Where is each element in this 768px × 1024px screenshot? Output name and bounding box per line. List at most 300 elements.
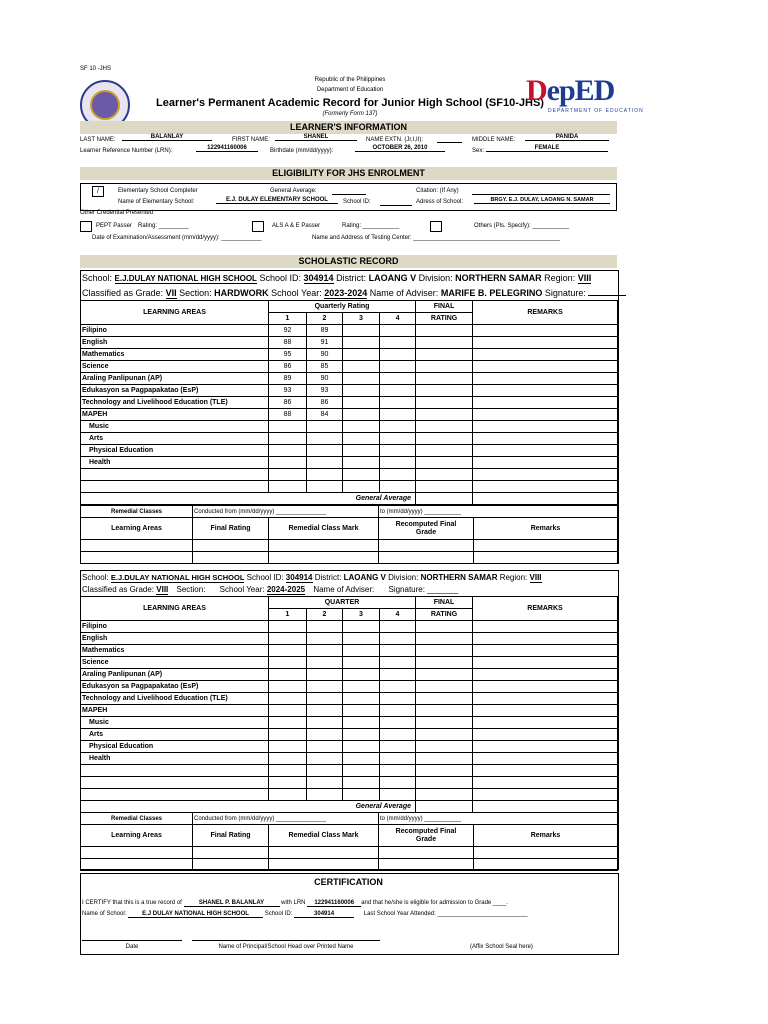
q2-grade[interactable]: 84 [307,409,343,421]
q1-grade[interactable]: 86 [269,361,307,373]
remedial-cell[interactable] [269,859,379,871]
school-id-label: School ID: [246,573,284,582]
q4-grade[interactable] [380,385,416,397]
final-rating[interactable] [416,681,473,693]
q3-grade[interactable] [343,421,380,433]
empty-cell[interactable] [343,789,380,801]
q1-grade[interactable] [269,633,307,645]
q1-grade[interactable] [269,741,307,753]
q3-grade[interactable] [343,669,380,681]
final-rating[interactable] [416,349,473,361]
republic-text: Republic of the Philippines [314,77,386,83]
q1-grade[interactable] [269,457,307,469]
q1-grade[interactable] [269,669,307,681]
q3-grade[interactable] [343,349,380,361]
q4-grade[interactable] [380,325,416,337]
table-row [81,409,618,421]
q4-grade[interactable] [380,657,416,669]
q3-grade[interactable] [343,693,380,705]
school-label: School: [82,573,109,582]
remedial-h-final: Final Rating [193,518,269,540]
remarks-cell[interactable] [473,373,618,385]
q4-grade[interactable] [380,621,416,633]
q1-grade[interactable] [269,445,307,457]
q3-grade[interactable] [343,433,380,445]
empty-cell[interactable] [380,777,416,789]
date-signature-line [82,940,182,941]
general-average-value[interactable] [416,493,473,505]
remedial-table-2 [80,812,618,871]
remedial-cell[interactable] [193,859,269,871]
q3-grade[interactable] [343,657,380,669]
empty-cell[interactable] [416,789,473,801]
table-row [81,481,618,493]
empty-cell[interactable] [307,789,343,801]
others-checkbox[interactable] [430,221,442,232]
q3-grade[interactable] [343,361,380,373]
q3-grade[interactable] [343,445,380,457]
general-average-label: General Average [81,801,416,813]
q3-grade[interactable] [343,741,380,753]
address-value: BRGY. E.J. DULAY, LAOANG N. SAMAR [474,197,610,204]
empty-cell[interactable] [416,469,473,481]
record1-school-line [82,273,591,284]
lrn-value: 122941160006 [196,145,258,152]
certify-line [82,900,508,907]
remedial-h-mark: Remedial Class Mark [269,518,379,540]
q3-grade[interactable] [343,753,380,765]
grade-label: Classified as Grade: [82,288,164,298]
empty-cell[interactable] [343,481,380,493]
empty-cell[interactable] [343,765,380,777]
q1-grade[interactable]: 88 [269,337,307,349]
als-checkbox[interactable] [252,221,264,232]
empty-cell[interactable] [81,481,269,493]
empty-cell[interactable] [416,481,473,493]
q2-grade[interactable] [307,457,343,469]
empty-cell[interactable] [269,481,307,493]
empty-cell[interactable] [269,469,307,481]
elem-completer-label: Elementary School Completer [118,188,198,194]
remarks-cell[interactable] [473,717,618,729]
table-row [81,385,618,397]
subject-name: Music [81,717,269,729]
remedial-cell[interactable] [474,552,618,564]
q3-grade[interactable] [343,717,380,729]
final-rating[interactable] [416,741,473,753]
q1-grade[interactable] [269,657,307,669]
q2-grade[interactable]: 91 [307,337,343,349]
q2-grade[interactable] [307,741,343,753]
region-value: VIII [577,273,592,283]
header-q3: 3 [343,313,380,325]
final-rating[interactable] [416,433,473,445]
empty-cell[interactable] [269,765,307,777]
final-rating[interactable] [416,385,473,397]
certify-last-sy: Last School Year Attended: ___________________________ [363,911,528,917]
remarks-cell[interactable] [473,421,618,433]
empty-cell[interactable] [81,789,269,801]
final-rating[interactable] [416,337,473,349]
remarks-cell[interactable] [473,705,618,717]
certify-school-label: Name of School: [82,911,127,917]
q3-grade[interactable] [343,337,380,349]
final-rating[interactable] [416,409,473,421]
table-row [81,633,618,645]
general-average-value[interactable] [416,801,473,813]
remedial-cell[interactable] [474,859,618,871]
subject-name: Technology and Livelihood Education (TLE) [81,693,269,705]
q1-grade[interactable]: 86 [269,397,307,409]
q4-grade[interactable] [380,645,416,657]
q1-grade[interactable]: 93 [269,385,307,397]
table-row [81,765,618,777]
remarks-cell[interactable] [473,361,618,373]
remarks-cell[interactable] [473,693,618,705]
q4-grade[interactable] [380,433,416,445]
empty-cell[interactable] [416,777,473,789]
division-label: Division: [388,573,419,582]
q4-grade[interactable] [380,373,416,385]
date-label: Date [125,944,139,950]
general-average-remarks[interactable] [473,801,618,813]
q4-grade[interactable] [380,397,416,409]
q2-grade[interactable] [307,729,343,741]
remedial-cell[interactable] [474,540,618,552]
testing-center-label: Name and Address of Testing Center: ____________________________________________ [312,235,561,241]
table-row [81,397,618,409]
q4-grade[interactable] [380,349,416,361]
table-row [81,621,618,633]
final-rating[interactable] [416,717,473,729]
q2-grade[interactable] [307,753,343,765]
district-label: District: [336,273,367,283]
school-year-label: School Year: [219,585,265,594]
general-average-row [81,801,618,813]
adviser-label: Name of Adviser: [369,288,439,298]
table-row [81,729,618,741]
elem-school-label: Name of Elementary School: [118,199,195,205]
principal-label: Name of Principal/School Head over Printed Name [218,944,354,950]
final-rating[interactable] [416,445,473,457]
table-row [81,753,618,765]
address-label: Adress of School: [416,199,464,205]
empty-cell[interactable] [473,765,618,777]
q3-grade[interactable] [343,457,380,469]
remarks-cell[interactable] [473,657,618,669]
q4-grade[interactable] [380,717,416,729]
header-q4: 4 [380,313,416,325]
remedial-cell[interactable] [81,552,193,564]
birthdate-label: Birthdate (mm/dd/yyyy): [270,148,334,154]
empty-cell[interactable] [307,777,343,789]
table-row [81,421,618,433]
q1-grade[interactable] [269,621,307,633]
final-rating[interactable] [416,633,473,645]
q2-grade[interactable] [307,445,343,457]
header-q4: 4 [380,609,416,621]
remedial-cell[interactable] [474,847,618,859]
q3-grade[interactable] [343,633,380,645]
q4-grade[interactable] [380,705,416,717]
q3-grade[interactable] [343,729,380,741]
remarks-cell[interactable] [473,457,618,469]
empty-cell[interactable] [81,469,269,481]
remedial-cell[interactable] [81,859,193,871]
school-year-value: 2024-2025 [266,585,306,594]
certify-lrn-label: with LRN [281,900,306,906]
header-remarks: REMARKS [473,301,618,325]
final-rating[interactable] [416,621,473,633]
q1-grade[interactable] [269,753,307,765]
q1-grade[interactable]: 95 [269,349,307,361]
q3-grade[interactable] [343,409,380,421]
division-value: NORTHERN SAMAR [455,273,542,283]
district-label: District: [314,573,342,582]
empty-cell[interactable] [380,481,416,493]
final-rating[interactable] [416,325,473,337]
q3-grade[interactable] [343,681,380,693]
birthdate-value: OCTOBER 26, 2010 [355,145,445,152]
empty-cell[interactable] [416,765,473,777]
empty-cell[interactable] [269,789,307,801]
final-rating[interactable] [416,729,473,741]
remarks-cell[interactable] [473,621,618,633]
final-rating[interactable] [416,397,473,409]
remedial-cell[interactable] [379,847,474,859]
q2-grade[interactable] [307,705,343,717]
q2-grade[interactable]: 90 [307,349,343,361]
final-rating[interactable] [416,753,473,765]
q4-grade[interactable] [380,753,416,765]
empty-cell[interactable] [473,481,618,493]
table-row [81,645,618,657]
remedial-cell[interactable] [379,540,474,552]
q4-grade[interactable] [380,361,416,373]
remedial-cell[interactable] [379,859,474,871]
header-learning-areas: LEARNING AREAS [81,301,269,325]
section-label: Section: [176,585,206,594]
final-rating[interactable] [416,361,473,373]
elem-completer-checkbox[interactable]: / [92,186,104,197]
school-label: School: [82,273,113,283]
remarks-cell[interactable] [473,753,618,765]
final-rating[interactable] [416,373,473,385]
table-row [81,457,618,469]
q2-grade[interactable] [307,645,343,657]
final-rating[interactable] [416,705,473,717]
q1-grade[interactable] [269,729,307,741]
empty-cell[interactable] [473,469,618,481]
remarks-cell[interactable] [473,349,618,361]
q2-grade[interactable]: 86 [307,397,343,409]
final-rating[interactable] [416,693,473,705]
remedial-cell[interactable] [81,847,193,859]
form-code: SF 10 -JHS [80,66,112,72]
subject-name: Technology and Livelihood Education (TLE) [81,397,269,409]
section-label: Section: [179,288,212,298]
q1-grade[interactable]: 92 [269,325,307,337]
q4-grade[interactable] [380,693,416,705]
q1-grade[interactable] [269,421,307,433]
header-remarks: REMARKS [473,597,618,621]
table-row [81,433,618,445]
q1-grade[interactable] [269,705,307,717]
empty-cell[interactable] [343,777,380,789]
empty-cell[interactable] [307,469,343,481]
q2-grade[interactable]: 90 [307,373,343,385]
header-final: FINAL [416,301,473,313]
empty-cell[interactable] [81,765,269,777]
general-average-value [332,186,366,195]
empty-cell[interactable] [307,481,343,493]
region-label: Region: [499,573,528,582]
q3-grade[interactable] [343,621,380,633]
q3-grade[interactable] [343,385,380,397]
remarks-cell[interactable] [473,385,618,397]
remedial-cell[interactable] [193,552,269,564]
empty-cell[interactable] [473,777,618,789]
remedial-cell[interactable] [193,540,269,552]
q3-grade[interactable] [343,325,380,337]
general-average-label: General Average [81,493,416,505]
signature-label: Signature: [544,288,586,298]
q2-grade[interactable] [307,621,343,633]
remarks-cell[interactable] [473,633,618,645]
q4-grade[interactable] [380,409,416,421]
q2-grade[interactable] [307,717,343,729]
empty-cell[interactable] [343,469,380,481]
q3-grade[interactable] [343,645,380,657]
final-rating[interactable] [416,657,473,669]
q3-grade[interactable] [343,373,380,385]
subject-name: Science [81,361,269,373]
q2-grade[interactable]: 89 [307,325,343,337]
final-rating[interactable] [416,669,473,681]
remedial-conducted: Conducted from (mm/dd/yyyy) _______________ [193,506,379,518]
final-rating[interactable] [416,645,473,657]
q2-grade[interactable] [307,633,343,645]
remarks-cell[interactable] [473,445,618,457]
last-name-label: LAST NAME: [80,137,116,143]
header-rating: RATING [416,313,473,325]
q2-grade[interactable]: 93 [307,385,343,397]
q4-grade[interactable] [380,633,416,645]
subject-name: Health [81,753,269,765]
q1-grade[interactable]: 89 [269,373,307,385]
remedial-h-recomputed: Recomputed Final Grade [379,825,474,847]
remedial-cell[interactable] [269,847,379,859]
eligibility-heading: ELIGIBILITY FOR JHS ENROLMENT [80,167,617,180]
table-row [81,741,618,753]
q3-grade[interactable] [343,705,380,717]
empty-cell[interactable] [380,469,416,481]
first-name-label: FIRST NAME: [232,137,270,143]
q4-grade[interactable] [380,421,416,433]
remarks-cell[interactable] [473,645,618,657]
remarks-cell[interactable] [473,337,618,349]
remarks-cell[interactable] [473,433,618,445]
q4-grade[interactable] [380,337,416,349]
q2-grade[interactable] [307,421,343,433]
general-average-remarks[interactable] [473,493,618,505]
citation-value [472,186,610,195]
grades-table-1 [80,300,618,505]
remedial-table-1 [80,505,618,564]
remedial-cell[interactable] [269,540,379,552]
remedial-title: Remedial Classes [81,813,193,825]
q2-grade[interactable] [307,693,343,705]
empty-cell[interactable] [380,789,416,801]
q4-grade[interactable] [380,445,416,457]
remedial-cell[interactable] [269,552,379,564]
q2-grade[interactable] [307,681,343,693]
q2-grade[interactable] [307,433,343,445]
q1-grade[interactable] [269,681,307,693]
table-row [81,445,618,457]
empty-cell[interactable] [269,777,307,789]
q2-grade[interactable]: 85 [307,361,343,373]
q2-grade[interactable] [307,657,343,669]
remarks-cell[interactable] [473,325,618,337]
remarks-cell[interactable] [473,409,618,421]
q4-grade[interactable] [380,669,416,681]
remedial-cell[interactable] [81,540,193,552]
als-label: ALS A & E Passer [272,223,321,229]
table-row [81,705,618,717]
q4-grade[interactable] [380,741,416,753]
empty-cell[interactable] [380,765,416,777]
q4-grade[interactable] [380,729,416,741]
subject-name: Physical Education [81,445,269,457]
empty-cell[interactable] [307,765,343,777]
grade-value: VIII [156,585,169,594]
q1-grade[interactable] [269,645,307,657]
remarks-cell[interactable] [473,669,618,681]
other-credential-label: Other Credential Presented [80,210,154,216]
remarks-cell[interactable] [473,397,618,409]
q1-grade[interactable] [269,717,307,729]
header-learning-areas: LEARNING AREAS [81,597,269,621]
subject-name: Music [81,421,269,433]
q4-grade[interactable] [380,681,416,693]
empty-cell[interactable] [81,777,269,789]
q1-grade[interactable] [269,433,307,445]
q2-grade[interactable] [307,669,343,681]
remarks-cell[interactable] [473,729,618,741]
q4-grade[interactable] [380,457,416,469]
remarks-cell[interactable] [473,741,618,753]
certify-school-id-value: 304914 [294,911,354,918]
remedial-cell[interactable] [379,552,474,564]
school-id-label: School ID: [259,273,301,283]
remedial-cell[interactable] [193,847,269,859]
q1-grade[interactable]: 88 [269,409,307,421]
remarks-cell[interactable] [473,681,618,693]
final-rating[interactable] [416,421,473,433]
exam-date-label: Date of Examination/Assessment (mm/dd/yyyy): ____________ [92,235,262,241]
q1-grade[interactable] [269,693,307,705]
header-final: FINAL [416,597,473,609]
final-rating[interactable] [416,457,473,469]
pept-checkbox[interactable] [80,221,92,232]
remedial-h-mark: Remedial Class Mark [269,825,379,847]
record2-class-line [82,585,458,595]
header-q2: 2 [307,313,343,325]
empty-cell[interactable] [473,789,618,801]
certify-school-value: E.J DULAY NATIONAL HIGH SCHOOL [128,911,263,918]
q3-grade[interactable] [343,397,380,409]
